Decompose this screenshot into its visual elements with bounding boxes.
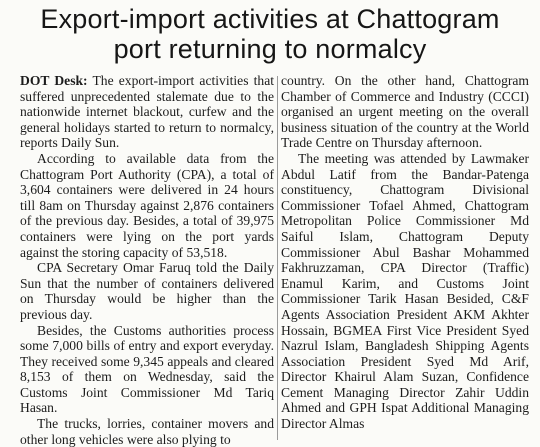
headline	[0, 4, 540, 64]
article-paragraph: country. On the other hand, Chattogram Chamber of Commerce and Industry (CCCI) organised an urgent meeting on the overall business situation of the country at the World Trade Centre on Thursday afternoon.	[281, 73, 529, 151]
headline-line-1: Export-import activities at Chattogram	[40, 4, 500, 34]
article-paragraph: CPA Secretary Omar Faruq told the Daily Sun that the number of containers delivered on Thursday would be higher than the previous day.	[20, 260, 274, 322]
article-paragraph: According to available data from the Chattogram Port Authority (CPA), a total of 3,604 containers were delivered in 24 hours till 8am on Thursday against 2,876 containers of the previous day. Besides, a total of 39,975 containers were lying on the port yards against the storing capacity of 53,518.	[20, 150, 274, 260]
article-paragraph: The trucks, lorries, container movers and other long vehicles were also plying to	[20, 416, 274, 447]
headline-line-2: port returning to normalcy	[113, 34, 427, 64]
article-column-right	[281, 73, 529, 432]
article-column-left	[20, 73, 274, 447]
dateline: DOT Desk:	[20, 73, 88, 88]
article-paragraph	[20, 73, 274, 151]
column-divider	[277, 76, 278, 440]
article-paragraph: The meeting was attended by Lawmaker Abdul Latif from the Bandar-Patenga constituency, Chattogram Divisional Commissioner Tofael Ahmed, Chattogram Metropolitan Police Commissioner Md Saiful Islam, Chattogram Deputy Commissioner Abul Bashar Mohammed Fakhruzzaman, CPA Director (Traffic) Enamul Karim, and Customs Joint Commissioner Tarik Hasan Besided, C&F Agents Association President AKM Akhter Hossain, BGMEA First Vice President Syed Nazrul Islam, Bangladesh Shipping Agents Association President Syed Md Arif, Director Khairul Alam Suzan, Confidence Cement Managing Director Zahir Uddin Ahmed and GPH Ispat Additional Managing Director Almas	[281, 150, 529, 432]
lead-text: The export-import activities that suffered unprecedented stalemate due to the nationwide internet blackout, curfew and the general holidays started to return to normalcy, reports Daily Sun.	[20, 73, 275, 151]
article-paragraph: Besides, the Customs authorities process some 7,000 bills of entry and export everyday. They received some 9,345 appeals and cleared 8,153 of them on Wednesday, said the Customs Joint Commissioner Md Tariq Hasan.	[20, 322, 274, 416]
